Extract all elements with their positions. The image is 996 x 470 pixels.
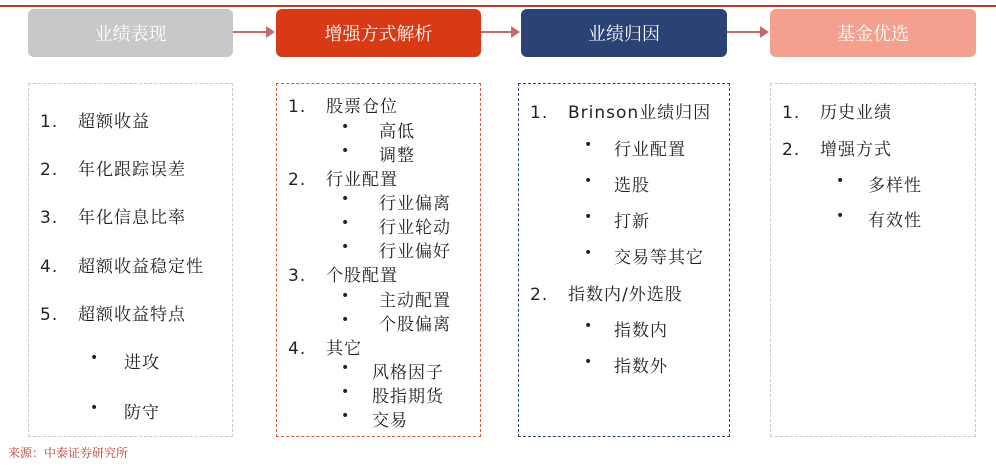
item-label: Brinson业绩归因 [568, 103, 712, 123]
list-item [530, 98, 711, 123]
sub-item: 防守 [124, 403, 160, 423]
item-label: 个股配置 [326, 266, 398, 286]
list-item [782, 135, 892, 160]
item-number: 1. [782, 103, 801, 123]
bullet-icon: • [584, 173, 593, 189]
bullet-icon: • [90, 400, 99, 416]
sub-item: 主动配置 [379, 291, 451, 311]
item-number: 1. [530, 103, 549, 123]
bullet-icon: • [341, 215, 350, 231]
list-item [40, 107, 150, 132]
bullet-icon: • [341, 119, 350, 135]
item-number: 4. [40, 257, 59, 277]
item-label: 年化跟踪误差 [78, 160, 186, 180]
item-number: 5. [40, 305, 59, 325]
item-label: 行业配置 [326, 170, 398, 190]
item-label: 历史业绩 [820, 103, 892, 123]
sub-item: 风格因子 [372, 363, 444, 383]
bullet-icon: • [836, 173, 845, 189]
sub-item: 交易 [372, 411, 408, 431]
item-number: 2. [288, 170, 307, 190]
item-label: 超额收益 [78, 112, 150, 132]
list-item [782, 98, 892, 123]
item-label: 超额收益稳定性 [78, 257, 204, 277]
item-number: 1. [40, 112, 59, 132]
stage-title: 增强方式解析 [324, 24, 433, 45]
bullet-icon: • [584, 245, 593, 261]
stage-title: 业绩归因 [588, 24, 660, 45]
source-caption: 来源：中泰证券研究所 [8, 446, 129, 460]
flow-arrow-2 [481, 31, 518, 33]
item-number: 2. [530, 285, 549, 305]
flow-arrow-1 [233, 31, 273, 33]
list-item [530, 280, 683, 305]
sub-item: 股指期货 [372, 387, 444, 407]
sub-item: 有效性 [868, 211, 922, 231]
sub-item: 个股偏离 [379, 315, 451, 335]
stage-title: 业绩表现 [94, 24, 167, 45]
top-divider-line [0, 5, 996, 7]
item-label: 指数内/外选股 [568, 285, 683, 305]
bullet-icon: • [341, 408, 350, 424]
list-item [40, 203, 186, 228]
bullet-icon: • [341, 288, 350, 304]
item-label: 股票仓位 [326, 97, 398, 117]
sub-item: 行业轮动 [379, 218, 451, 238]
list-item [40, 252, 204, 277]
bullet-icon: • [341, 360, 350, 376]
sub-item: 指数外 [614, 357, 668, 377]
list-item [288, 92, 398, 117]
sub-item: 指数内 [614, 321, 668, 341]
stage-performance-header [28, 9, 233, 57]
item-number: 2. [40, 160, 59, 180]
bullet-icon: • [341, 191, 350, 207]
sub-item: 行业偏好 [379, 242, 451, 262]
sub-item: 交易等其它 [614, 248, 704, 268]
item-number: 3. [40, 208, 59, 228]
sub-item: 选股 [614, 176, 650, 196]
stage-enhancement-header [276, 9, 481, 57]
list-item [40, 155, 186, 180]
bullet-icon: • [584, 209, 593, 225]
list-item [288, 334, 362, 359]
item-label: 超额收益特点 [78, 305, 186, 325]
sub-item: 调整 [379, 146, 415, 166]
bullet-icon: • [836, 208, 845, 224]
item-number: 4. [288, 339, 307, 359]
item-label: 增强方式 [820, 140, 892, 160]
list-item [288, 165, 398, 190]
bullet-icon: • [341, 143, 350, 159]
bullet-icon: • [584, 137, 593, 153]
stage-title: 基金优选 [837, 24, 909, 45]
sub-item: 行业配置 [614, 140, 686, 160]
bullet-icon: • [584, 354, 593, 370]
item-label: 年化信息比率 [78, 208, 186, 228]
list-item [288, 261, 398, 286]
sub-item: 打新 [614, 212, 650, 232]
item-label: 其它 [326, 339, 362, 359]
flow-arrow-3 [727, 31, 767, 33]
stage-selection-header [770, 9, 976, 57]
item-number: 1. [288, 97, 307, 117]
item-number: 3. [288, 266, 307, 286]
bullet-icon: • [90, 350, 99, 366]
bullet-icon: • [341, 384, 350, 400]
sub-item: 进攻 [124, 353, 160, 373]
sub-item: 行业偏离 [379, 194, 451, 214]
sub-item: 高低 [379, 122, 415, 142]
bullet-icon: • [341, 312, 350, 328]
bullet-icon: • [584, 318, 593, 334]
bullet-icon: • [341, 239, 350, 255]
stage-attribution-header [521, 9, 727, 57]
sub-item: 多样性 [868, 176, 922, 196]
list-item [40, 300, 186, 325]
item-number: 2. [782, 140, 801, 160]
